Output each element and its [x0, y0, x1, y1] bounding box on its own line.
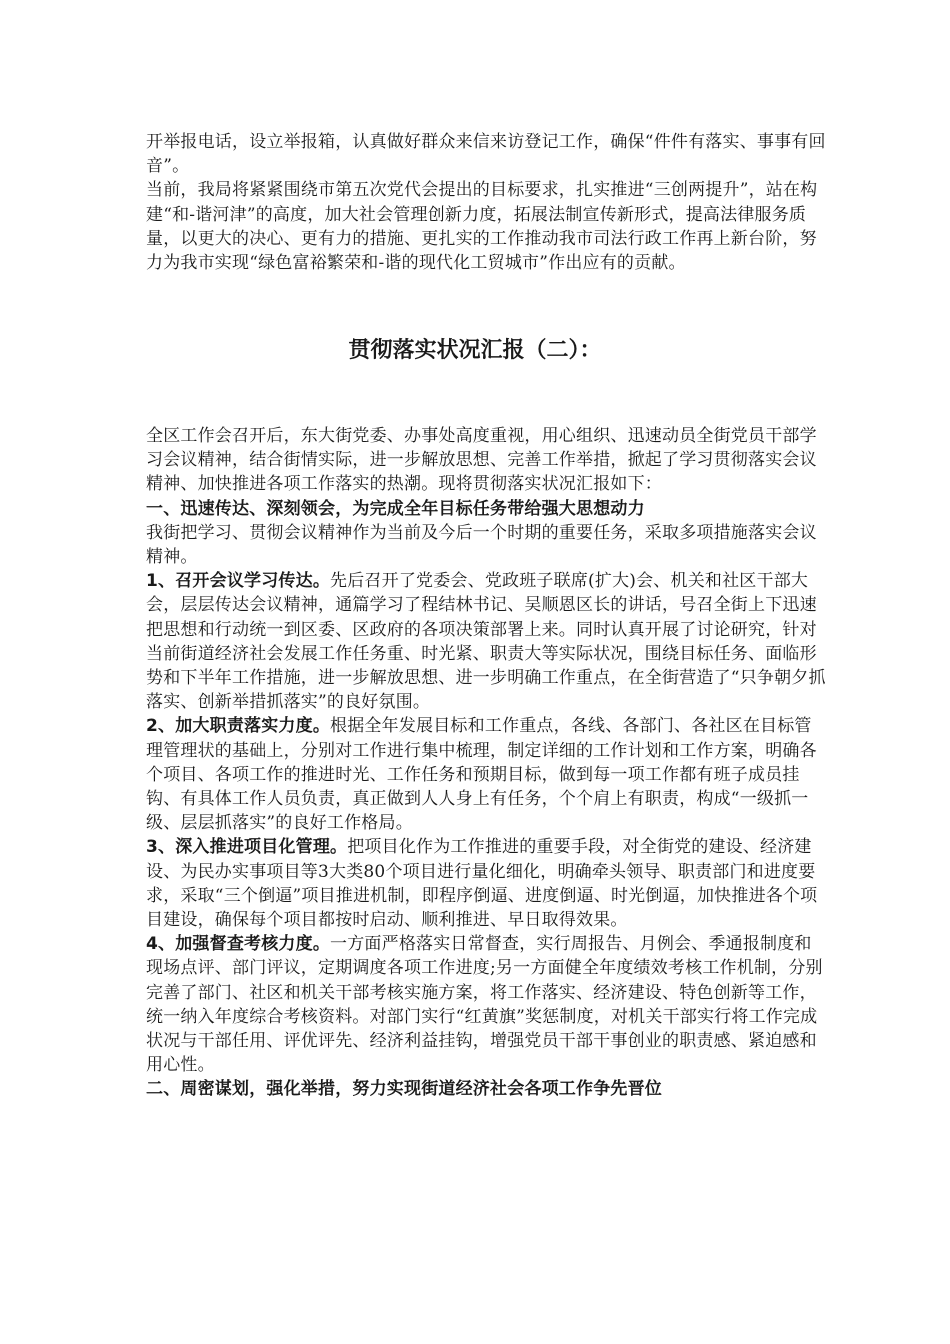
list-item-1-lead: 1、召开会议学习传达。 [146, 571, 331, 592]
list-item-2-text: 根据全年发展目标和工作重点，各线、各部门、各社区在目标管理管理状的基础上，分别对工作进行集中梳理，制定详细的工作计划和工作方案，明确各个项目、各项工作的推进时光、工作任务和预期目标，做到每一项工作都有班子成员挂钩、有具体工作人员负责，真正做到人人身上有任务，个个肩上有职责，构成“一级抓一级、层层抓落实”的良好工作格局。 [146, 716, 817, 834]
paragraph-hotline: 开举报电话，设立举报箱，认真做好群众来信来访登记工作，确保“件件有落实、事事有回音”。 [146, 132, 826, 177]
list-item-2-lead: 2、加大职责落实力度。 [146, 716, 331, 737]
list-item-3-lead: 3、深入推进项目化管理。 [146, 837, 348, 858]
section-heading-2: 二、周密谋划，强化举措，努力实现街道经济社会各项工作争先晋位 [146, 1079, 662, 1100]
list-item-4-text: 一方面严格落实日常督查，实行周报告、月例会、季通报制度和现场点评、部门评议，定期调度各项工作进度;另一方面健全年度绩效考核工作机制，分别完善了部门、社区和机关干部考核实施方案，将工作落实、经济建设、特色创新等工作，统一纳入年度综合考核资料。对部门实行“红黄旗”奖惩制度，对机关干部实行将工作完成状况与干部任用、评优评先、经济利益挂钩，增强党员干部干事创业的职责感、紧迫感和用心性。 [146, 934, 823, 1076]
section-heading-1: 一、迅速传达、深刻领会，为完成全年目标任务带给强大思想动力 [146, 498, 645, 519]
paragraph-outlook: 当前，我局将紧紧围绕市第五次党代会提出的目标要求，扎实推进“三创两提升”，站在构建“和-谐河津”的高度，加大社会管理创新力度，拓展法制宣传新形式，提高法律服务质量，以更大的决心、更有力的措施、更扎实的工作推动我市司法行政工作再上新台阶，努力为我市实现“绿色富裕繁荣和-谐的现代化工贸城市”作出应有的贡献。 [146, 180, 818, 274]
body-text-block [146, 424, 826, 1102]
list-item-1-text: 先后召开了党委会、党政班子联席(扩大)会、机关和社区干部大会，层层传达会议精神，通篇学习了程结林书记、吴顺恩区长的讲话，号召全街上下迅速把思想和行动统一到区委、区政府的各项决策部署上来。同时认真开展了讨论研究，针对当前街道经济社会发展工作任务重、时光紧、职责大等实际状况，围绕目标任务、面临形势和下半年工作措施，进一步解放思想、进一步明确工作重点，在全街营造了“只争朝夕抓落实、创新举措抓落实”的良好氛围。 [146, 571, 826, 713]
paragraph-section-1: 我街把学习、贯彻会议精神作为当前及今后一个时期的重要任务，采取多项措施落实会议精神。 [146, 522, 817, 568]
page-title: 贯彻落实状况汇报（二）： [348, 338, 602, 363]
list-item-3 [146, 835, 826, 932]
top-text-block [146, 130, 826, 275]
list-item-4 [146, 932, 826, 1077]
list-item-3-text: 把项目化作为工作推进的重要手段，对全街党的建设、经济建设、为民办实事项目等3大类80个项目进行量化细化，明确牵头领导、职责部门和进度要求，采取“三个倒逼”项目推进机制，即程序倒逼、进度倒逼、时光倒逼，加快推进各个项目建设，确保每个项目都按时启动、顺利推进、早日取得效果。 [146, 837, 818, 931]
list-item-4-lead: 4、加强督查考核力度。 [146, 934, 331, 955]
paragraph-intro: 全区工作会召开后，东大街党委、办事处高度重视，用心组织、迅速动员全街党员干部学习会议精神，结合街情实际，进一步解放思想、完善工作举措，掀起了学习贯彻落实会议精神、加快推进各项工作落实的热潮。现将贯彻落实状况汇报如下： [146, 426, 817, 495]
list-item-1 [146, 569, 826, 714]
list-item-2 [146, 714, 826, 835]
